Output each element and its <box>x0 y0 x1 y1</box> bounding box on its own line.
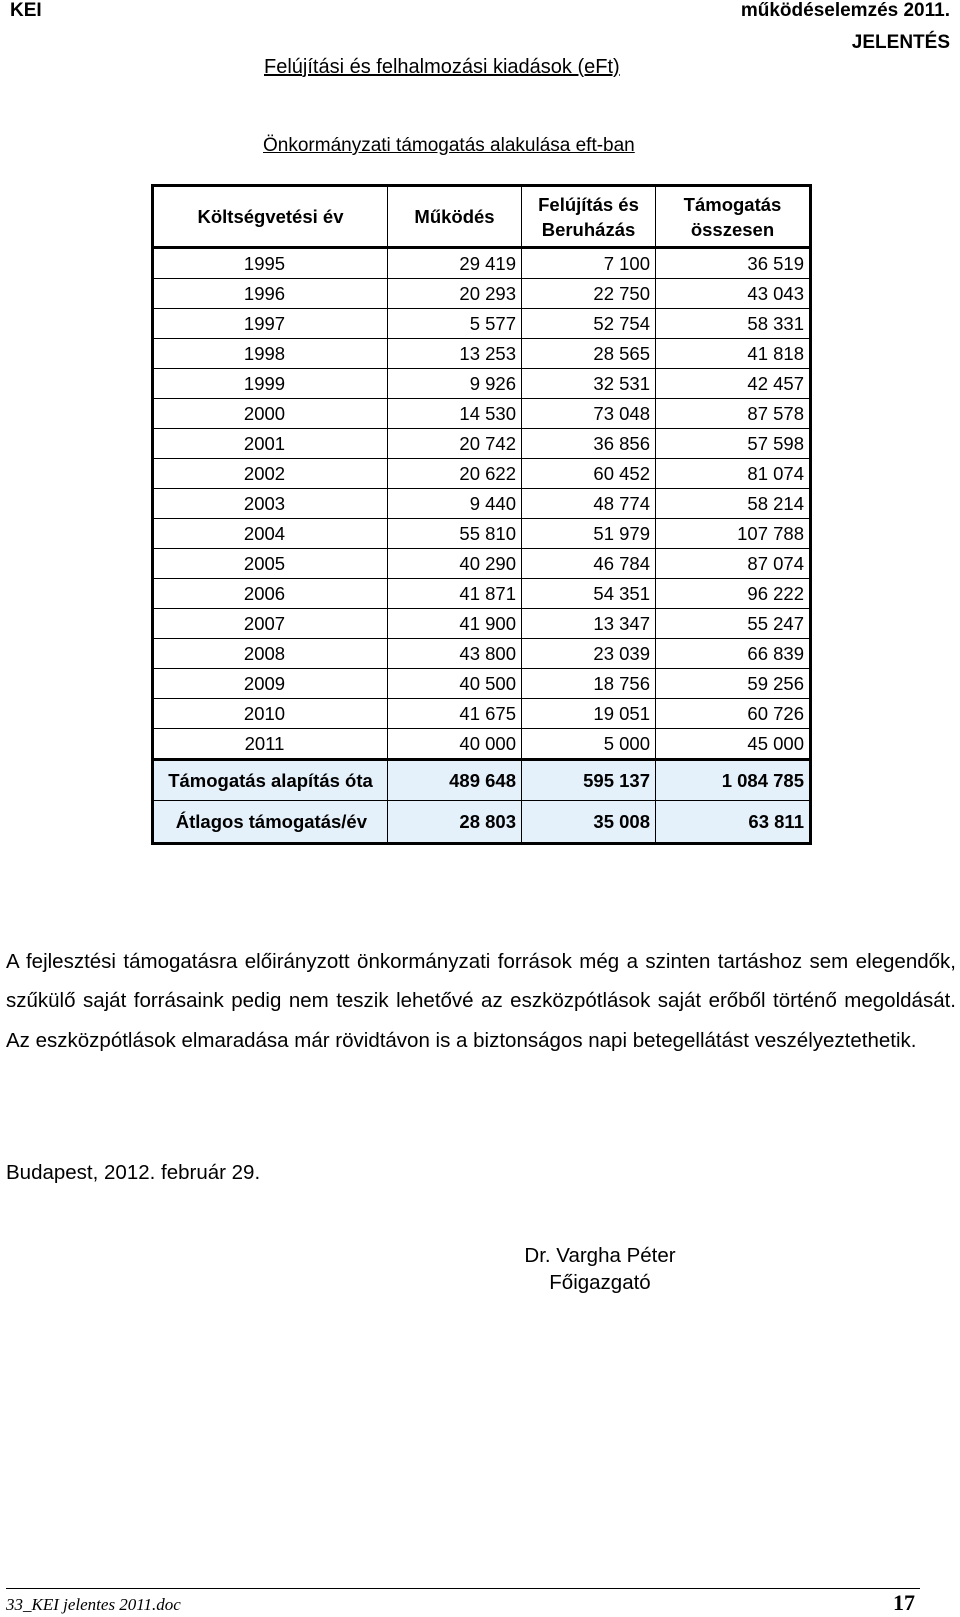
cell-renovation: 52 754 <box>522 309 656 339</box>
table-row <box>153 519 811 549</box>
cell-operation: 13 253 <box>388 339 522 369</box>
cell-year: 1997 <box>153 309 388 339</box>
cell-operation: 41 900 <box>388 609 522 639</box>
footer-filename: 33_KEI jelentes 2011.doc <box>6 1595 181 1614</box>
table-row <box>153 459 811 489</box>
table-body <box>153 248 811 760</box>
cell-total: 87 578 <box>656 399 811 429</box>
cell-operation: 20 742 <box>388 429 522 459</box>
cell-total: 59 256 <box>656 669 811 699</box>
col-header-total-line2: összesen <box>690 218 775 240</box>
col-header-total-line1: Támogatás <box>683 193 782 215</box>
cell-year: 2008 <box>153 639 388 669</box>
support-table <box>151 184 812 845</box>
col-header-renovation <box>522 186 656 248</box>
date-line: Budapest, 2012. február 29. <box>6 1161 261 1184</box>
table-row <box>153 309 811 339</box>
cell-operation: 41 675 <box>388 699 522 729</box>
average-label: Átlagos támogatás/év <box>153 801 388 844</box>
cell-total: 66 839 <box>656 639 811 669</box>
average-row <box>153 801 811 844</box>
col-header-renovation-line2: Beruházás <box>541 218 636 240</box>
table-row <box>153 579 811 609</box>
cell-year: 1996 <box>153 279 388 309</box>
footer-divider <box>6 1588 920 1589</box>
cell-renovation: 36 856 <box>522 429 656 459</box>
cell-total: 87 074 <box>656 549 811 579</box>
header-right-line1: működéselemzés 2011. <box>740 0 950 21</box>
cell-operation: 14 530 <box>388 399 522 429</box>
table-row <box>153 429 811 459</box>
section-title: Felújítási és felhalmozási kiadások (eFt) <box>264 56 620 78</box>
table-row <box>153 248 811 279</box>
cell-total: 41 818 <box>656 339 811 369</box>
table-title: Önkormányzati támogatás alakulása eft-ban <box>263 135 635 156</box>
cell-year: 2007 <box>153 609 388 639</box>
col-header-year: Költségvetési év <box>153 186 388 248</box>
cell-total: 60 726 <box>656 699 811 729</box>
cell-total: 55 247 <box>656 609 811 639</box>
table-row <box>153 339 811 369</box>
cell-renovation: 51 979 <box>522 519 656 549</box>
table-row <box>153 369 811 399</box>
body-paragraph: A fejlesztési támogatásra előirányzott önkormányzati források még a szinten tartáshoz sem elegendők, szűkülő saját forrásaink pedig nem teszik lehetővé az eszközpótlások saját erőből történő megoldását. Az eszközpótlások elmaradása már rövidtávon is a biztonságos napi betegellátást veszélyeztethetik. <box>6 950 956 1052</box>
total-operation: 489 648 <box>388 760 522 801</box>
signer-title: Főigazgató <box>549 1271 651 1294</box>
cell-year: 2005 <box>153 549 388 579</box>
signature-block <box>520 1242 680 1296</box>
total-row <box>153 760 811 801</box>
cell-year: 2010 <box>153 699 388 729</box>
table-row <box>153 699 811 729</box>
total-renovation: 595 137 <box>522 760 656 801</box>
total-label: Támogatás alapítás óta <box>153 760 388 801</box>
cell-year: 1999 <box>153 369 388 399</box>
cell-year: 2002 <box>153 459 388 489</box>
average-renovation: 35 008 <box>522 801 656 844</box>
cell-total: 96 222 <box>656 579 811 609</box>
table-row <box>153 639 811 669</box>
cell-renovation: 28 565 <box>522 339 656 369</box>
table-row <box>153 609 811 639</box>
cell-total: 42 457 <box>656 369 811 399</box>
cell-year: 2009 <box>153 669 388 699</box>
cell-renovation: 23 039 <box>522 639 656 669</box>
cell-total: 58 331 <box>656 309 811 339</box>
cell-renovation: 60 452 <box>522 459 656 489</box>
cell-renovation: 54 351 <box>522 579 656 609</box>
cell-renovation: 48 774 <box>522 489 656 519</box>
cell-total: 81 074 <box>656 459 811 489</box>
cell-renovation: 5 000 <box>522 729 656 760</box>
cell-operation: 40 290 <box>388 549 522 579</box>
cell-renovation: 19 051 <box>522 699 656 729</box>
signer-name: Dr. Vargha Péter <box>524 1244 676 1267</box>
cell-renovation: 7 100 <box>522 248 656 279</box>
header-left: KEI <box>10 0 42 21</box>
table-row <box>153 489 811 519</box>
cell-total: 45 000 <box>656 729 811 760</box>
cell-year: 2004 <box>153 519 388 549</box>
header-right-line2: JELENTÉS <box>851 32 950 53</box>
total-sum: 1 084 785 <box>656 760 811 801</box>
cell-year: 1998 <box>153 339 388 369</box>
footer-page-number: 17 <box>893 1590 915 1615</box>
average-sum: 63 811 <box>656 801 811 844</box>
cell-operation: 40 000 <box>388 729 522 760</box>
cell-year: 2001 <box>153 429 388 459</box>
cell-renovation: 73 048 <box>522 399 656 429</box>
table-row <box>153 549 811 579</box>
table-row <box>153 729 811 760</box>
cell-year: 2000 <box>153 399 388 429</box>
cell-renovation: 22 750 <box>522 279 656 309</box>
cell-total: 57 598 <box>656 429 811 459</box>
table-header-row <box>153 186 811 248</box>
col-header-renovation-line1: Felújítás és <box>538 193 639 215</box>
cell-operation: 5 577 <box>388 309 522 339</box>
cell-year: 1995 <box>153 248 388 279</box>
cell-operation: 29 419 <box>388 248 522 279</box>
cell-operation: 40 500 <box>388 669 522 699</box>
table-row <box>153 399 811 429</box>
cell-renovation: 13 347 <box>522 609 656 639</box>
col-header-operation: Működés <box>388 186 522 248</box>
cell-renovation: 46 784 <box>522 549 656 579</box>
cell-year: 2006 <box>153 579 388 609</box>
cell-operation: 43 800 <box>388 639 522 669</box>
cell-year: 2011 <box>153 729 388 760</box>
cell-operation: 20 622 <box>388 459 522 489</box>
cell-year: 2003 <box>153 489 388 519</box>
cell-operation: 41 871 <box>388 579 522 609</box>
table-row <box>153 669 811 699</box>
cell-renovation: 18 756 <box>522 669 656 699</box>
cell-total: 43 043 <box>656 279 811 309</box>
cell-operation: 9 440 <box>388 489 522 519</box>
col-header-total <box>656 186 811 248</box>
cell-total: 36 519 <box>656 248 811 279</box>
cell-total: 58 214 <box>656 489 811 519</box>
cell-operation: 9 926 <box>388 369 522 399</box>
table-row <box>153 279 811 309</box>
cell-operation: 20 293 <box>388 279 522 309</box>
average-operation: 28 803 <box>388 801 522 844</box>
cell-total: 107 788 <box>656 519 811 549</box>
cell-renovation: 32 531 <box>522 369 656 399</box>
cell-operation: 55 810 <box>388 519 522 549</box>
